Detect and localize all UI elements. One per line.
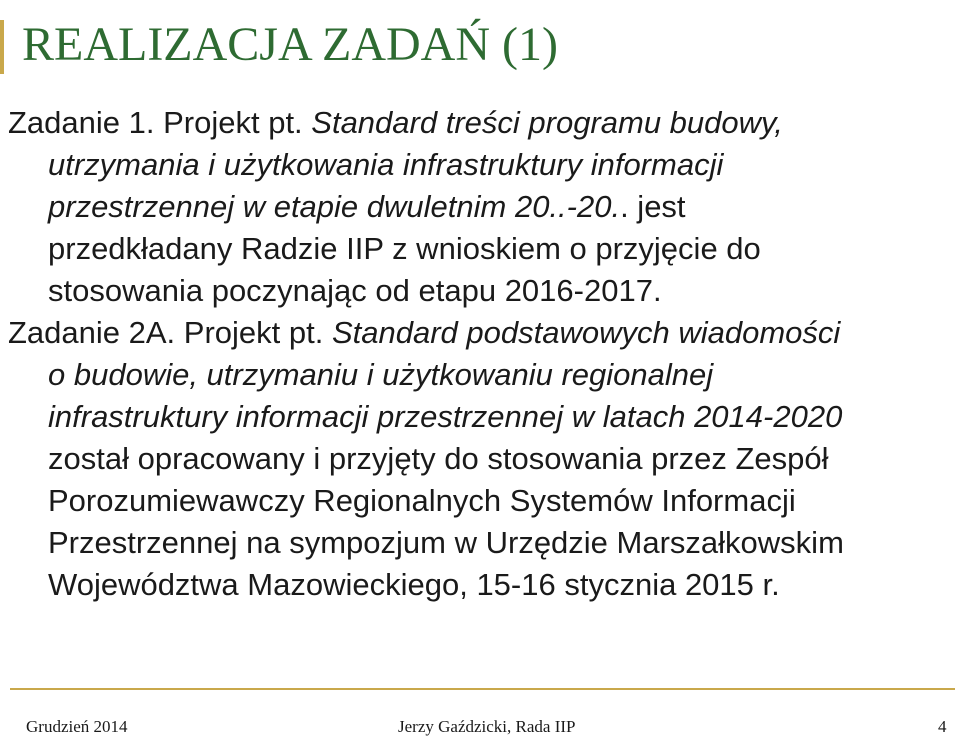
task-1-title-part: utrzymania i użytkowania infrastruktury informacji (48, 147, 724, 182)
task-2a-line-6 (48, 522, 948, 564)
task-1-line-2 (48, 144, 948, 186)
task-1-continuation (8, 144, 948, 312)
task-2a-line-4 (48, 438, 948, 480)
task-1-line-4 (48, 228, 948, 270)
title-accent-bar (0, 20, 4, 74)
task-2a-text: Porozumiewawczy Regionalnych Systemów Informacji (48, 483, 796, 518)
task-1-lead: Zadanie 1. Projekt pt. (8, 105, 312, 140)
task-2a-title-part: infrastruktury informacji przestrzennej w latach 2014-2020 (48, 399, 843, 434)
task-1-title-part: Standard treści programu budowy, (311, 105, 783, 140)
task-1-paragraph (8, 102, 948, 312)
task-2a-line-3 (48, 396, 948, 438)
page-number: 4 (938, 717, 947, 736)
task-2a-line-5 (48, 480, 948, 522)
task-1-line-1 (8, 102, 948, 144)
task-2a-lead: Zadanie 2A. Projekt pt. (8, 315, 332, 350)
task-1-line-5 (48, 270, 948, 312)
slide-title: REALIZACJA ZADAŃ (1) (22, 18, 558, 71)
task-1-line-3 (48, 186, 948, 228)
task-2a-title-part: o budowie, utrzymaniu i użytkowaniu regionalnej (48, 357, 714, 392)
task-2a-line-2 (48, 354, 948, 396)
slide-body (8, 102, 948, 606)
footer-author: Jerzy Gaździcki, Rada IIP (398, 717, 576, 736)
task-2a-line-1 (8, 312, 948, 354)
footer-divider (10, 688, 955, 690)
task-1-text: stosowania poczynając od etapu 2016-2017. (48, 273, 662, 308)
task-1-text: przedkładany Radzie IIP z wnioskiem o przyjęcie do (48, 231, 761, 266)
task-2a-text: został opracowany i przyjęty do stosowania przez Zespół (48, 441, 829, 476)
task-2a-continuation (8, 354, 948, 606)
task-2a-text: Województwa Mazowieckiego, 15-16 stycznia 2015 r. (48, 567, 780, 602)
task-2a-title-part: Standard podstawowych wiadomości (331, 315, 841, 350)
task-2a-paragraph (8, 312, 948, 606)
task-2a-line-7 (48, 564, 948, 606)
task-2a-text: Przestrzennej na sympozjum w Urzędzie Marszałkowskim (48, 525, 844, 560)
task-1-text: . jest (620, 189, 686, 224)
footer-date: Grudzień 2014 (26, 717, 128, 736)
task-1-title-part: przestrzennej w etapie dwuletnim 20..-20. (48, 189, 621, 224)
